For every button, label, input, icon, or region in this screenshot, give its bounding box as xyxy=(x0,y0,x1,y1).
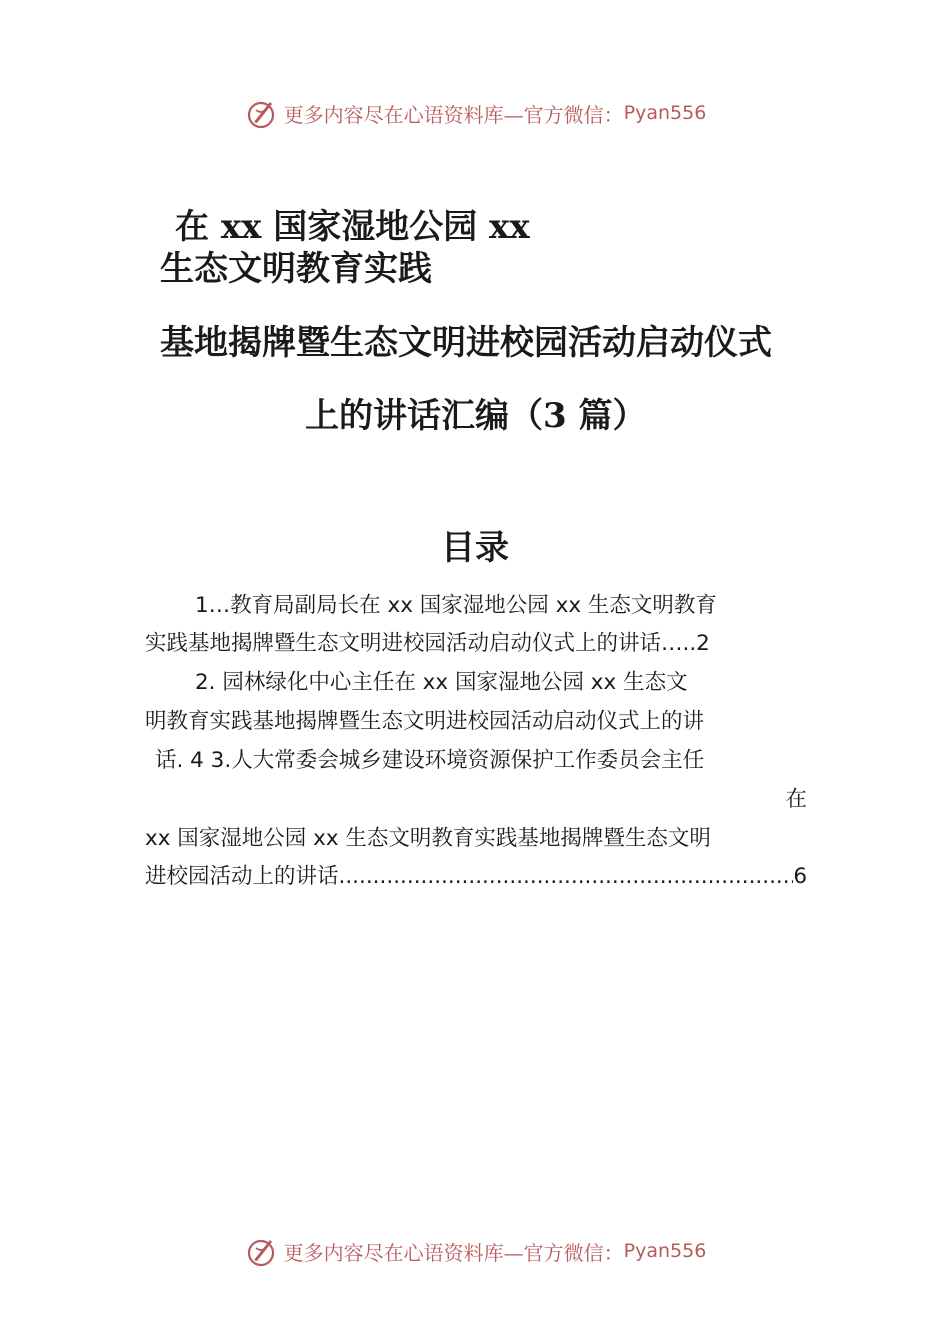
document-title-line-2: 生态文明教育实践 xyxy=(160,249,432,289)
watermark-text: 更多内容尽在心语资料库—官方微信： xyxy=(283,1240,624,1265)
toc-heading: 目录 xyxy=(441,528,509,568)
toc-line: xx 国家湿地公园 xx 生态文明教育实践基地揭牌暨生态文明 xyxy=(145,826,711,851)
toc-entry-text: 进校园活动上的讲话 xyxy=(145,864,339,889)
toc-line: 1…教育局副局长在 xx 国家湿地公园 xx 生态文明教育 xyxy=(195,593,717,618)
document-title-line-1: 在 xx 国家湿地公园 xx xyxy=(175,207,530,247)
toc-line: 话. 4 3.人大常委会城乡建设环境资源保护工作委员会主任 xyxy=(155,748,705,773)
toc-line: 实践基地揭牌暨生态文明进校园活动启动仪式上的讲话…..2 xyxy=(145,631,710,656)
watermark-banner-top xyxy=(0,96,950,130)
quill-seal-icon xyxy=(244,96,278,130)
watermark-banner-bottom xyxy=(0,1234,950,1268)
watermark-id: Pyan556 xyxy=(623,1240,707,1262)
quill-seal-icon xyxy=(244,1234,278,1268)
document-title-line-4: 上的讲话汇编（3 篇） xyxy=(305,396,647,436)
watermark-text: 更多内容尽在心语资料库—官方微信： xyxy=(283,102,624,127)
toc-line: 明教育实践基地揭牌暨生态文明进校园活动启动仪式上的讲 xyxy=(145,709,705,734)
toc-page-number: 6 xyxy=(793,864,807,889)
watermark-id: Pyan556 xyxy=(623,102,707,124)
toc-leader-dots xyxy=(339,858,794,897)
toc-line: 2. 园林绿化中心主任在 xx 国家湿地公园 xx 生态文 xyxy=(195,670,688,695)
document-title-line-3: 基地揭牌暨生态文明进校园活动启动仪式 xyxy=(160,323,772,363)
toc-line: 在 xyxy=(785,787,807,812)
toc-line-last xyxy=(145,858,807,897)
